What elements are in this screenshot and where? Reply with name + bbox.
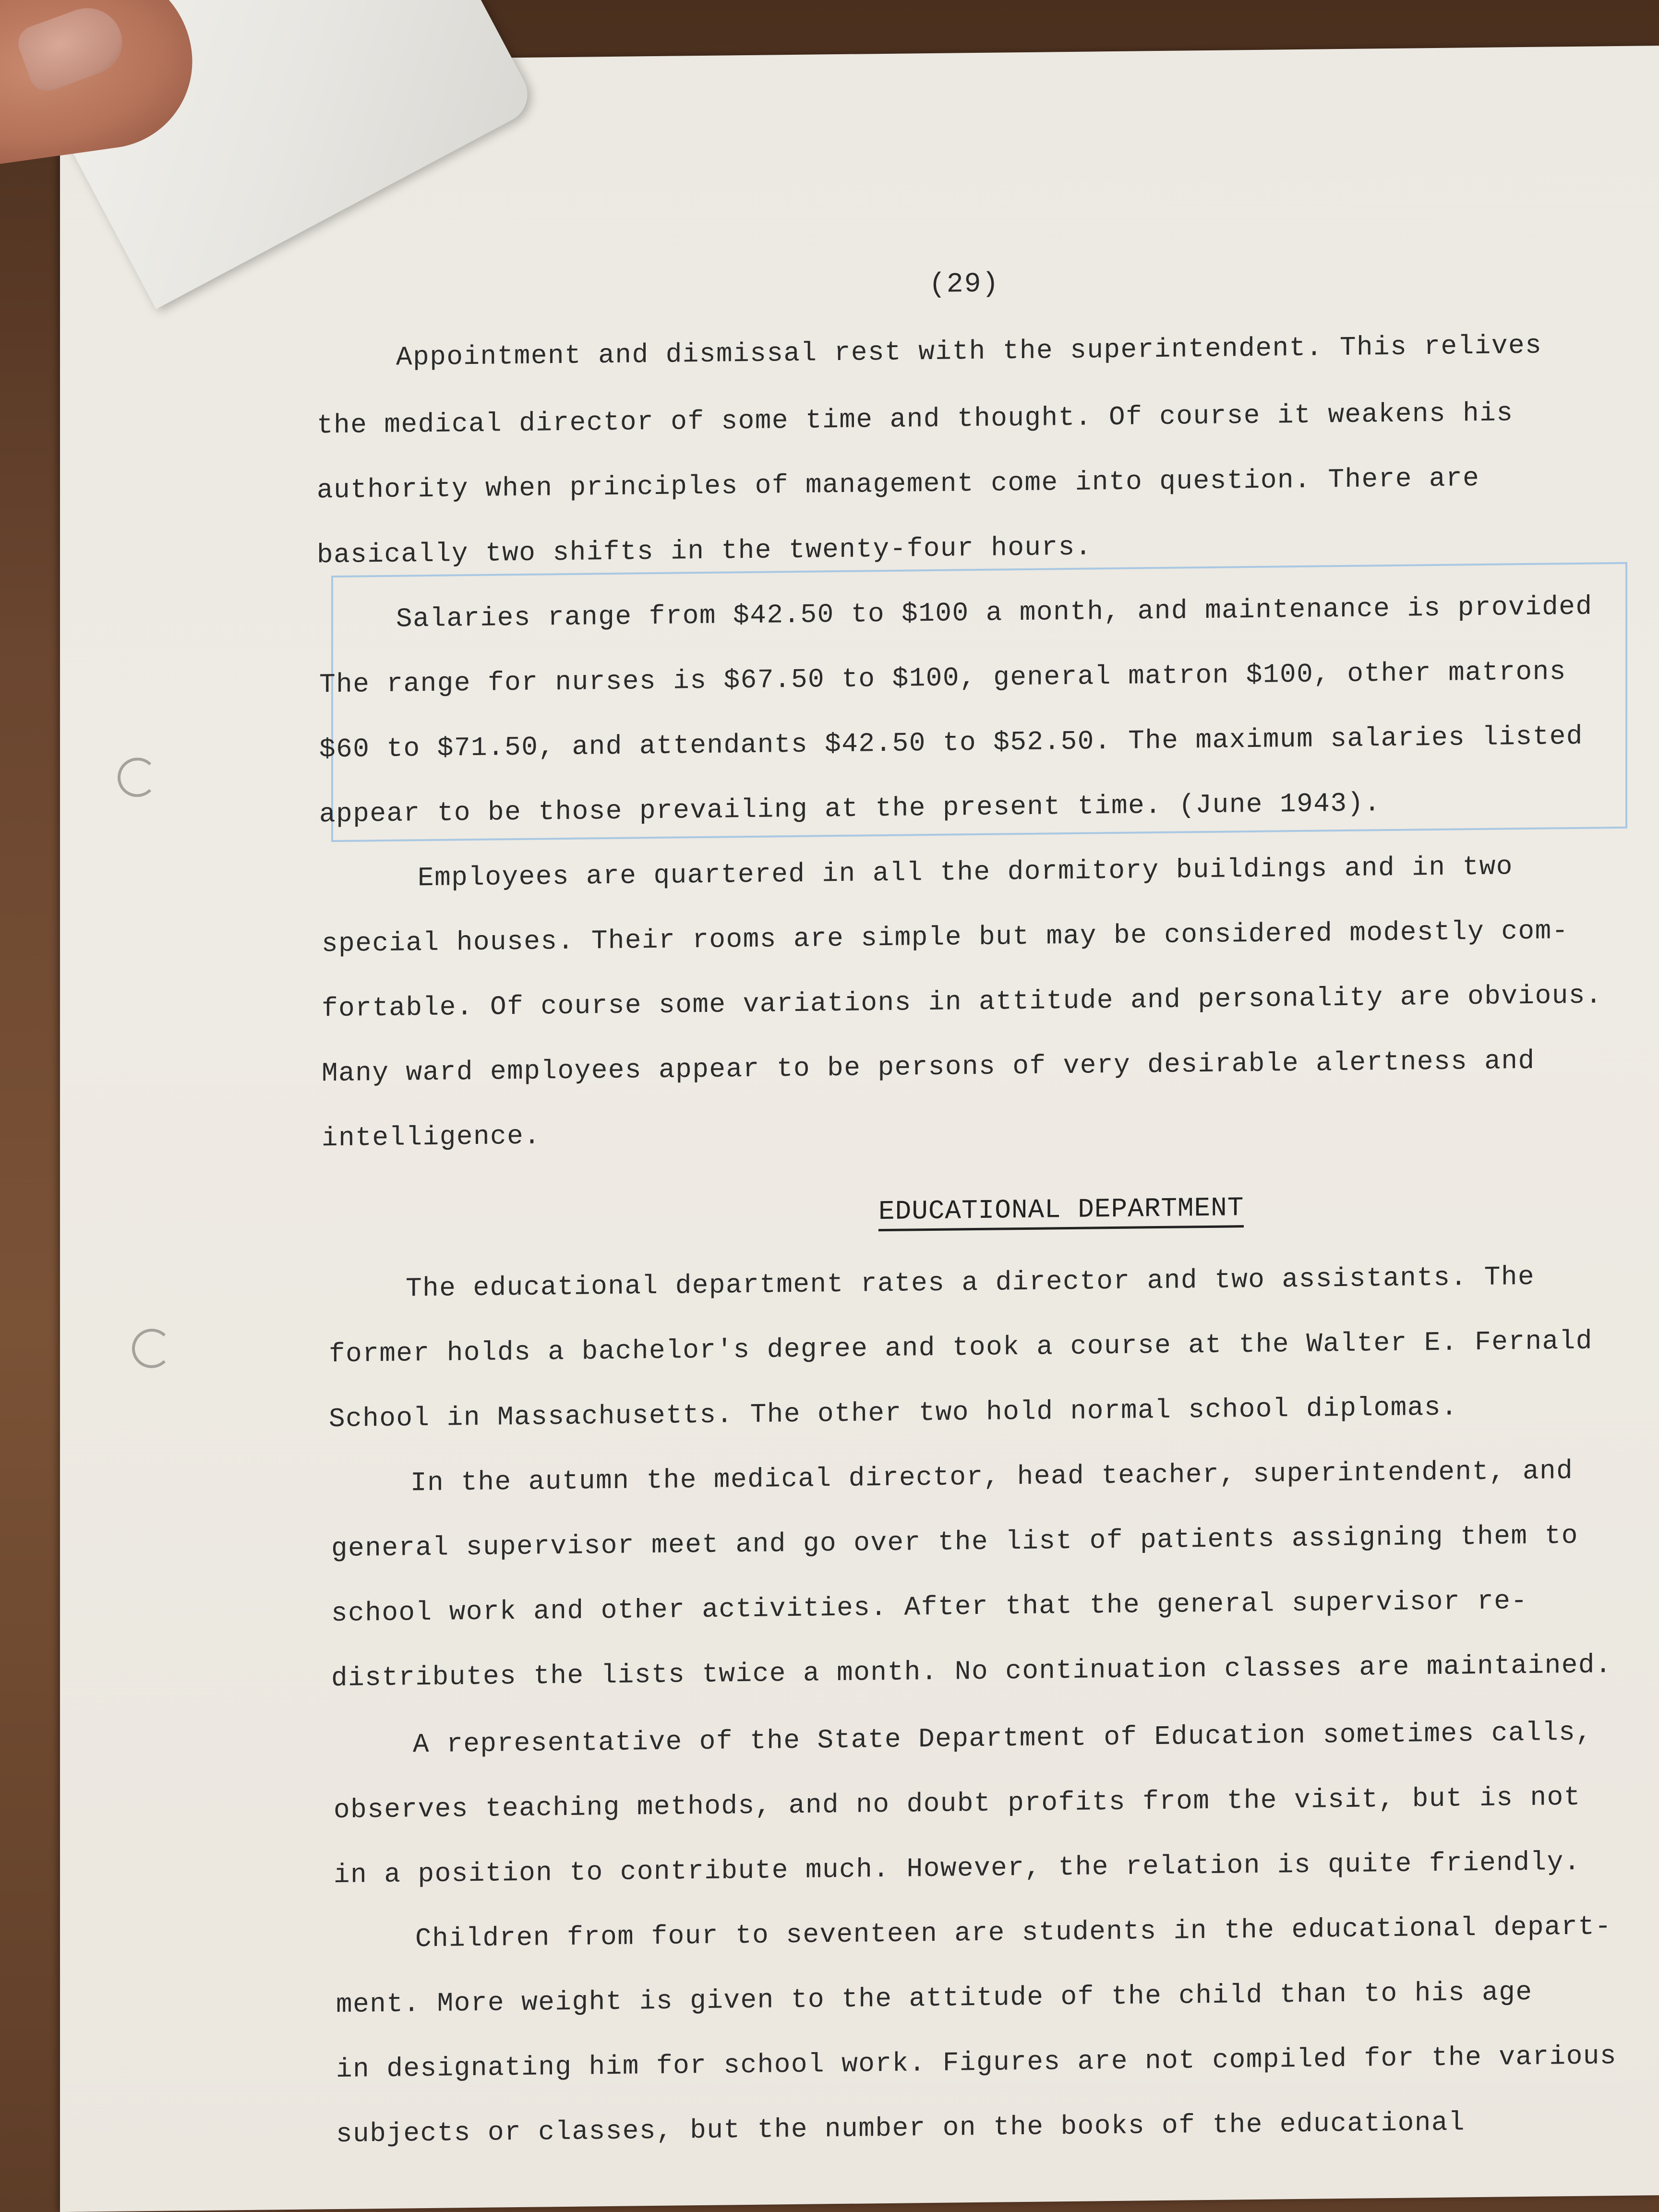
text-line: subjects or classes, but the number on the books of the educational [336, 2107, 1466, 2150]
typed-page [60, 46, 1659, 2212]
text-line: basically two shifts in the twenty-four hours. [317, 531, 1092, 571]
text-line: school work and other activities. After that the general supervisor re- [331, 1585, 1528, 1629]
text-line: Children from four to seventeen are students in the educational depart- [415, 1911, 1612, 1955]
page-number: (29) [929, 268, 1000, 301]
text-line: Employees are quartered in all the dormitory buildings and in two [418, 851, 1513, 894]
text-line: Appointment and dismissal rest with the superintendent. This relives [396, 330, 1542, 373]
text-line: $60 to $71.50, and attendants $42.50 to $52.50. The maximum salaries listed [319, 721, 1583, 765]
text-line: intelligence. [322, 1120, 541, 1154]
fingernail [13, 0, 131, 96]
section-heading: EDUCATIONAL DEPARTMENT [878, 1192, 1244, 1231]
text-line: ment. More weight is given to the attitude of the child than to his age [336, 1976, 1533, 2020]
text-line: the medical director of some time and thought. Of course it weakens his [317, 397, 1514, 441]
text-line: School in Massachusetts. The other two hold normal school diplomas. [329, 1392, 1458, 1435]
text-line: observes teaching methods, and no doubt profits from the visit, but is not [334, 1781, 1581, 1826]
text-line: fortable. Of course some variations in attitude and personality are obvious. [322, 980, 1603, 1024]
text-line: in a position to contribute much. However, the relation is quite friendly. [334, 1846, 1581, 1891]
text-line: special houses. Their rooms are simple but may be considered modestly com- [322, 915, 1569, 960]
text-line: A representative of the State Department of Education sometimes calls, [413, 1717, 1593, 1760]
punch-hole-upper [118, 757, 157, 797]
text-line: The range for nurses is $67.50 to $100, general matron $100, other matrons [319, 656, 1566, 700]
text-line: appear to be those prevailing at the present time. (June 1943). [319, 788, 1381, 830]
text-line: Salaries range from $42.50 to $100 a month, and maintenance is provided [396, 591, 1593, 635]
text-line: general supervisor meet and go over the list of patients assigning them to [331, 1520, 1578, 1564]
text-line: distributes the lists twice a month. No continuation classes are maintained. [331, 1649, 1612, 1694]
punch-hole-lower [132, 1329, 171, 1369]
text-line: Many ward employees appear to be persons of very desirable alertness and [322, 1045, 1535, 1089]
text-line: authority when principles of management come into question. There are [317, 463, 1480, 506]
text-line: former holds a bachelor's degree and took a course at the Walter E. Fernald [329, 1325, 1593, 1370]
text-line: in designating him for school work. Figures are not compiled for the various [336, 2041, 1617, 2085]
text-line: In the autumn the medical director, head teacher, superintendent, and [410, 1455, 1574, 1499]
text-line: The educational department rates a director and two assistants. The [406, 1261, 1535, 1304]
